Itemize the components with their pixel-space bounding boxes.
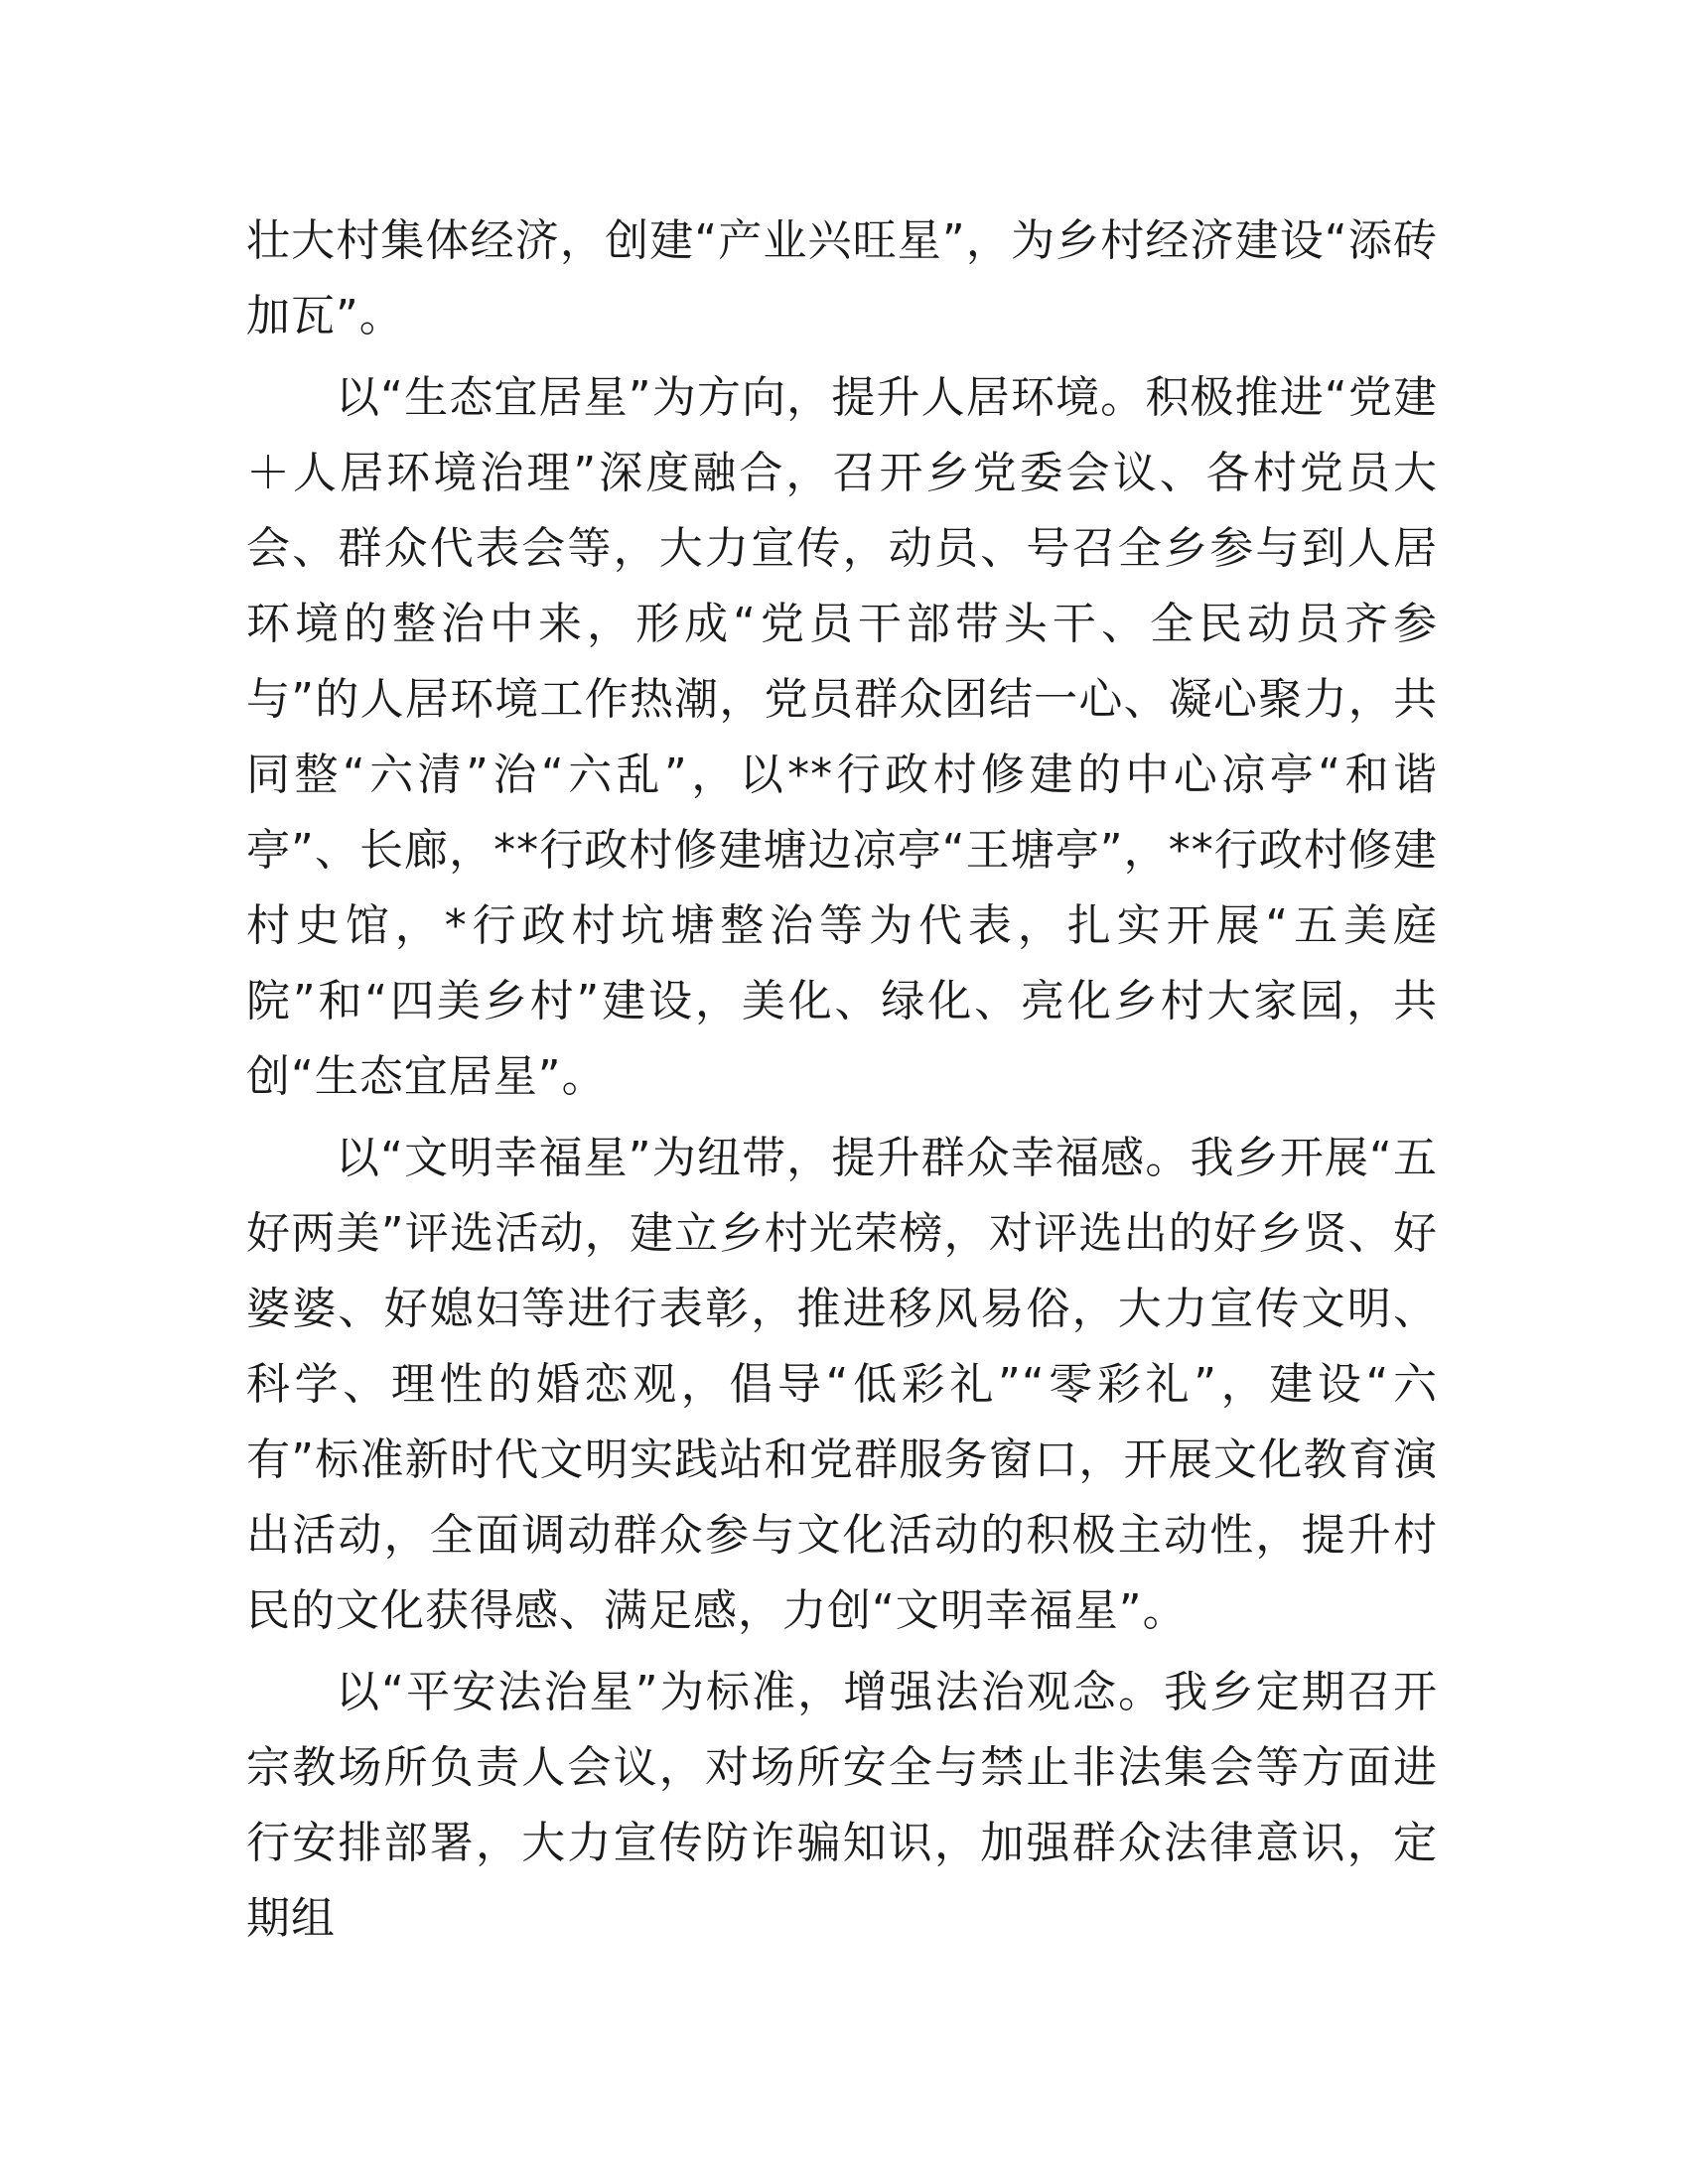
paragraph-safe-rule-of-law: 以“平安法治星”为标准，增强法治观念。我乡定期召开宗教场所负责人会议，对场所安全与禁止非法集会等方面进行安排部署，大力宣传防诈骗知识，加强群众法律意识，定期组 [246,1667,1438,1944]
paragraph-civilized-happy: 以“文明幸福星”为纽带，提升群众幸福感。我乡开展“五好两美”评选活动，建立乡村光荣榜，对评选出的好乡贤、好婆婆、好媳妇等进行表彰，推进移风易俗，大力宣传文明、科学、理性的婚恋观，倡导“低彩礼”“零彩礼”，建设“六有”标准新时代文明实践站和党群服务窗口，开展文化教育演出活动，全面调动群众参与文化活动的积极主动性，提升村民的文化获得感、满足感，力创“文明幸福星”。 [246,1133,1438,1636]
paragraph-continuation: 壮大村集体经济，创建“产业兴旺星”，为乡村经济建设“添砖加瓦”。 [246,215,1438,341]
paragraph-ecological-livable: 以“生态宜居星”为方向，提升人居环境。积极推进“党建＋人居环境治理”深度融合，召开乡党委会议、各村党员大会、群众代表会等，大力宣传，动员、号召全乡参与到人居环境的整治中来，形成“党员干部带头干、全民动员齐参与”的人居环境工作热潮，党员群众团结一心、凝心聚力，共同整“六清”治“六乱”，以**行政村修建的中心凉亭“和谐亭”、长廊，**行政村修建塘边凉亭“王塘亭”，**行政村修建村史馆，*行政村坑塘整治等为代表，扎实开展“五美庭院”和“四美乡村”建设，美化、绿化、亮化乡村大家园，共创“生态宜居星”。 [246,372,1438,1102]
document-page [246,204,1438,1957]
